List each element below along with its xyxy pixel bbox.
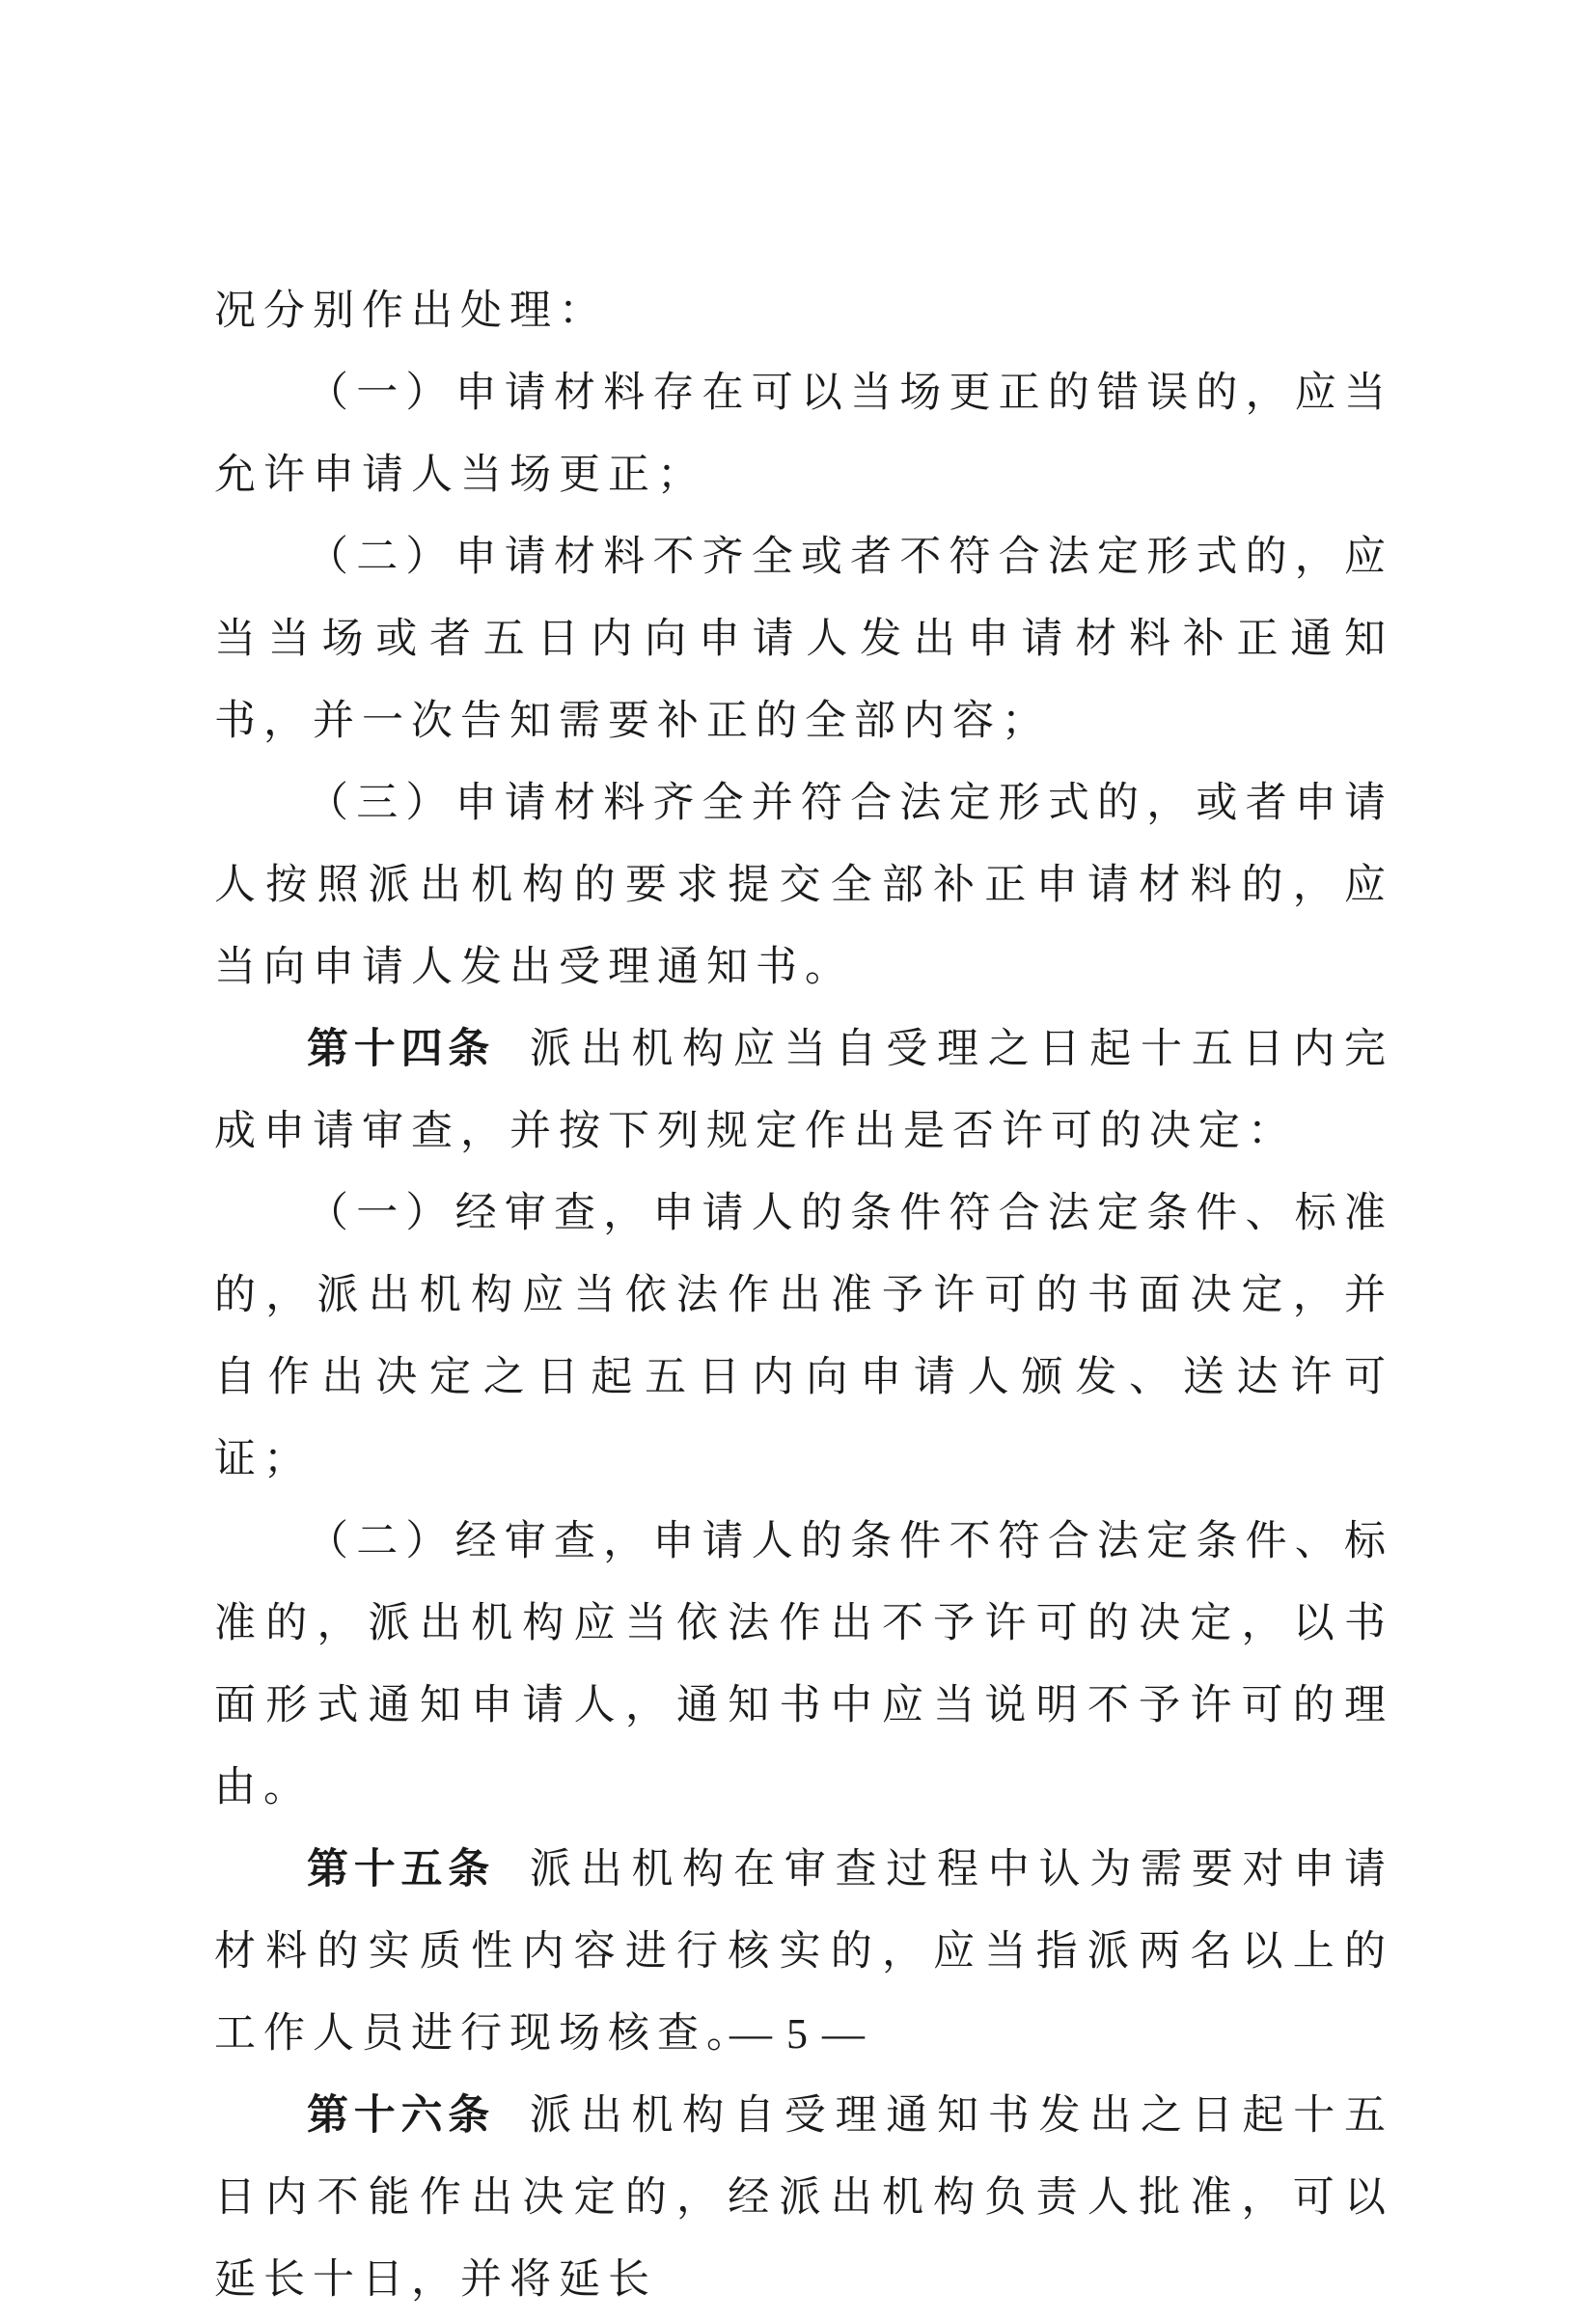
paragraph [214,762,1393,1009]
paragraph [214,1173,1393,1501]
paragraph [214,1501,1393,1829]
paragraph [214,516,1393,762]
paragraph-text: 派出机构在审查过程中认为需要对申请材料的实质性内容进行核实的，应当指派两名以上的工作人员进行现场核查。 [214,1845,1393,2058]
paragraph [214,270,1393,352]
paragraph-text: 派出机构自受理通知书发出之日起十五日内不能作出决定的，经派出机构负责人批准，可以延长十日，并将延长 [214,2091,1393,2304]
paragraph-text: 况分别作出处理： [214,287,608,335]
paragraph-text: （三）申请材料齐全并符合法定形式的，或者申请人按照派出机构的要求提交全部补正申请材料的，应当向申请人发出受理通知书。 [214,779,1393,991]
article-heading: 第十四条 [307,1025,495,1073]
paragraph-text: 派出机构应当自受理之日起十五日内完成申请审查，并按下列规定作出是否许可的决定： [214,1025,1393,1155]
article-16 [214,2075,1393,2321]
article-heading: 第十六条 [307,2091,495,2140]
paragraph-text: （二）申请材料不齐全或者不符合法定形式的，应当当场或者五日内向申请人发出申请材料补正通知书，并一次告知需要补正的全部内容； [214,533,1393,745]
page-number: — 5 — [729,2010,867,2058]
paragraph-text: （一）经审查，申请人的条件符合法定条件、标准的，派出机构应当依法作出准予许可的书面决定，并自作出决定之日起五日内向申请人颁发、送达许可证； [214,1189,1393,1483]
article-14 [214,1009,1393,1173]
article-heading: 第十五条 [307,1845,495,1893]
paragraph [214,352,1393,516]
paragraph-text: （一）申请材料存在可以当场更正的错误的，应当允许申请人当场更正； [214,369,1393,499]
paragraph-text: （二）经审查，申请人的条件不符合法定条件、标准的，派出机构应当依法作出不予许可的决定，以书面形式通知申请人，通知书中应当说明不予许可的理由。 [214,1517,1393,1811]
